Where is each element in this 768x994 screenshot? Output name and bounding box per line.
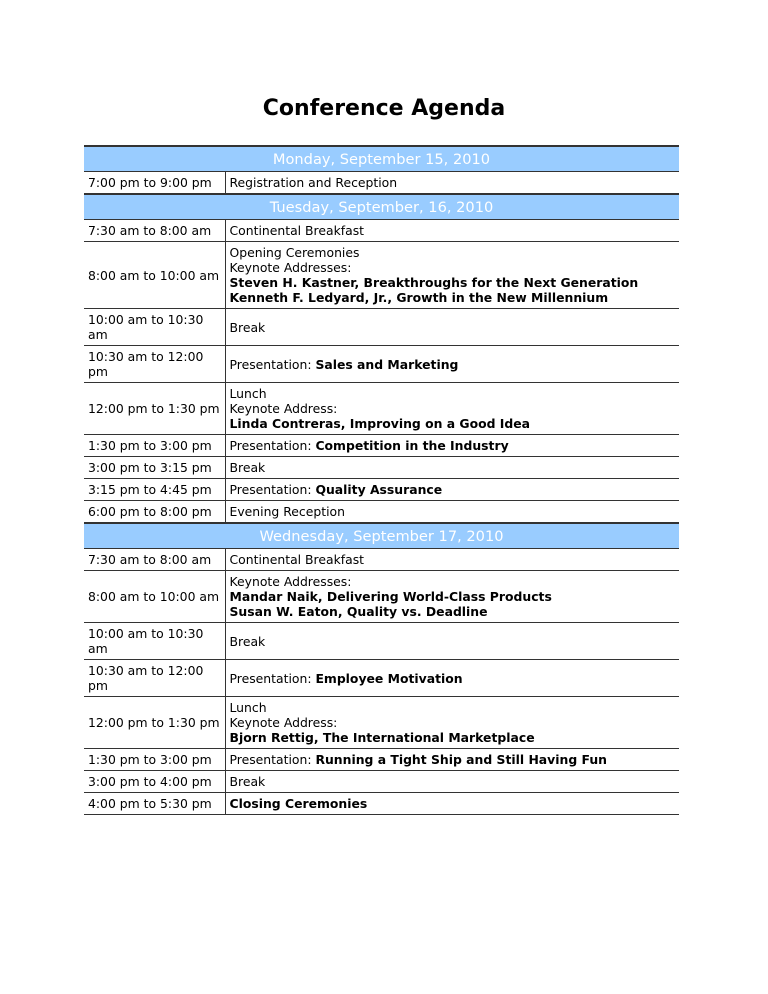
- session-row: [84, 549, 679, 571]
- session-text: Registration and Reception: [229, 175, 398, 190]
- session-row: [84, 346, 679, 383]
- session-line: [230, 482, 676, 497]
- session-text: Lunch: [229, 386, 267, 401]
- session-time: 4:00 pm to 5:30 pm: [84, 793, 225, 815]
- session-time: 7:30 am to 8:00 am: [84, 549, 225, 571]
- session-line: [230, 401, 676, 416]
- session-highlight: Mandar Naik, Delivering World-Class Products: [229, 589, 552, 604]
- session-row: [84, 435, 679, 457]
- session-row: [84, 571, 679, 623]
- day-heading: Monday, September 15, 2010: [84, 146, 679, 172]
- session-text: Break: [229, 319, 266, 335]
- session-text: Break: [229, 460, 266, 475]
- session-details: [225, 242, 679, 309]
- session-text: Lunch: [229, 700, 267, 715]
- session-row: [84, 220, 679, 242]
- session-text: Continental Breakfast: [229, 223, 365, 238]
- session-time: 3:00 pm to 4:00 pm: [84, 771, 225, 793]
- session-line: [230, 416, 676, 431]
- session-row: [84, 172, 679, 195]
- agenda-body: [84, 146, 679, 815]
- session-line: [230, 574, 676, 589]
- session-line: [230, 796, 676, 811]
- session-text: Keynote Address:: [229, 401, 338, 416]
- session-row: [84, 771, 679, 793]
- session-line: [230, 386, 676, 401]
- session-line: [230, 260, 676, 275]
- session-highlight: Closing Ceremonies: [229, 796, 368, 811]
- day-header-row: [84, 523, 679, 549]
- session-details: [225, 435, 679, 457]
- session-highlight: Steven H. Kastner, Breakthroughs for the Next Generation: [229, 275, 639, 290]
- session-text: Presentation:: [229, 356, 316, 372]
- day-header-row: [84, 146, 679, 172]
- session-line: [230, 730, 676, 745]
- session-time: 12:00 pm to 1:30 pm: [84, 383, 225, 435]
- session-row: [84, 697, 679, 749]
- session-highlight: Bjorn Rettig, The International Marketplace: [229, 730, 535, 745]
- session-text: Break: [229, 633, 266, 649]
- session-highlight: Susan W. Eaton, Quality vs. Deadline: [229, 604, 488, 619]
- session-line: [230, 223, 676, 238]
- session-time: 8:00 am to 10:00 am: [84, 242, 225, 309]
- session-time: 10:30 am to 12:00 pm: [84, 346, 225, 383]
- session-text: Keynote Address:: [229, 715, 338, 730]
- page-title: Conference Agenda: [262, 96, 506, 121]
- session-text: Presentation:: [229, 670, 316, 686]
- session-text: Opening Ceremonies: [229, 245, 360, 260]
- session-line: [230, 700, 676, 715]
- session-line: [230, 357, 676, 372]
- day-heading: Tuesday, September, 16, 2010: [84, 194, 679, 220]
- session-highlight: Kenneth F. Ledyard, Jr., Growth in the New Millennium: [229, 290, 609, 305]
- session-highlight: Employee Motivation: [315, 670, 463, 686]
- session-row: [84, 749, 679, 771]
- session-line: [230, 774, 676, 789]
- session-time: 3:15 pm to 4:45 pm: [84, 479, 225, 501]
- session-time: 3:00 pm to 3:15 pm: [84, 457, 225, 479]
- session-line: [230, 589, 676, 604]
- session-details: [225, 383, 679, 435]
- day-header-row: [84, 194, 679, 220]
- session-text: Break: [229, 774, 266, 789]
- day-heading: Wednesday, September 17, 2010: [84, 523, 679, 549]
- session-text: Keynote Addresses:: [229, 574, 352, 589]
- session-line: [230, 504, 676, 519]
- session-details: [225, 697, 679, 749]
- session-row: [84, 479, 679, 501]
- session-time: 7:00 pm to 9:00 pm: [84, 172, 225, 195]
- session-line: [230, 245, 676, 260]
- session-details: [225, 501, 679, 524]
- session-text: Evening Reception: [229, 504, 345, 519]
- session-row: [84, 457, 679, 479]
- session-time: 1:30 pm to 3:00 pm: [84, 435, 225, 457]
- agenda-table: [84, 145, 679, 815]
- session-text: Keynote Addresses:: [229, 260, 352, 275]
- session-time: 6:00 pm to 8:00 pm: [84, 501, 225, 524]
- session-details: [225, 479, 679, 501]
- session-line: [230, 671, 676, 686]
- session-highlight: Running a Tight Ship and Still Having Fun: [315, 752, 607, 767]
- session-row: [84, 501, 679, 524]
- session-row: [84, 242, 679, 309]
- session-highlight: Linda Contreras, Improving on a Good Idea: [229, 416, 531, 431]
- session-details: [225, 623, 679, 660]
- session-details: [225, 309, 679, 346]
- session-details: [225, 660, 679, 697]
- session-line: [230, 460, 676, 475]
- session-details: [225, 220, 679, 242]
- session-details: [225, 793, 679, 815]
- session-highlight: Competition in the Industry: [315, 438, 509, 453]
- session-time: 10:00 am to 10:30 am: [84, 623, 225, 660]
- session-line: [230, 715, 676, 730]
- session-row: [84, 660, 679, 697]
- session-line: [230, 438, 676, 453]
- session-details: [225, 172, 679, 195]
- session-time: 10:30 am to 12:00 pm: [84, 660, 225, 697]
- session-text: Presentation:: [229, 752, 316, 767]
- session-details: [225, 457, 679, 479]
- session-highlight: Sales and Marketing: [315, 356, 459, 372]
- session-details: [225, 346, 679, 383]
- session-details: [225, 749, 679, 771]
- session-time: 12:00 pm to 1:30 pm: [84, 697, 225, 749]
- session-line: [230, 752, 676, 767]
- session-highlight: Quality Assurance: [315, 482, 443, 497]
- session-row: [84, 383, 679, 435]
- session-text: Continental Breakfast: [229, 552, 365, 567]
- session-details: [225, 771, 679, 793]
- session-row: [84, 623, 679, 660]
- session-text: Presentation:: [229, 438, 316, 453]
- session-line: [230, 552, 676, 567]
- session-line: [230, 634, 676, 649]
- session-time: 8:00 am to 10:00 am: [84, 571, 225, 623]
- session-line: [230, 320, 676, 335]
- session-line: [230, 275, 676, 290]
- session-time: 7:30 am to 8:00 am: [84, 220, 225, 242]
- session-row: [84, 309, 679, 346]
- session-time: 1:30 pm to 3:00 pm: [84, 749, 225, 771]
- session-details: [225, 571, 679, 623]
- session-row: [84, 793, 679, 815]
- session-line: [230, 604, 676, 619]
- session-line: [230, 290, 676, 305]
- session-details: [225, 549, 679, 571]
- session-text: Presentation:: [229, 482, 316, 497]
- session-time: 10:00 am to 10:30 am: [84, 309, 225, 346]
- session-line: [230, 175, 676, 190]
